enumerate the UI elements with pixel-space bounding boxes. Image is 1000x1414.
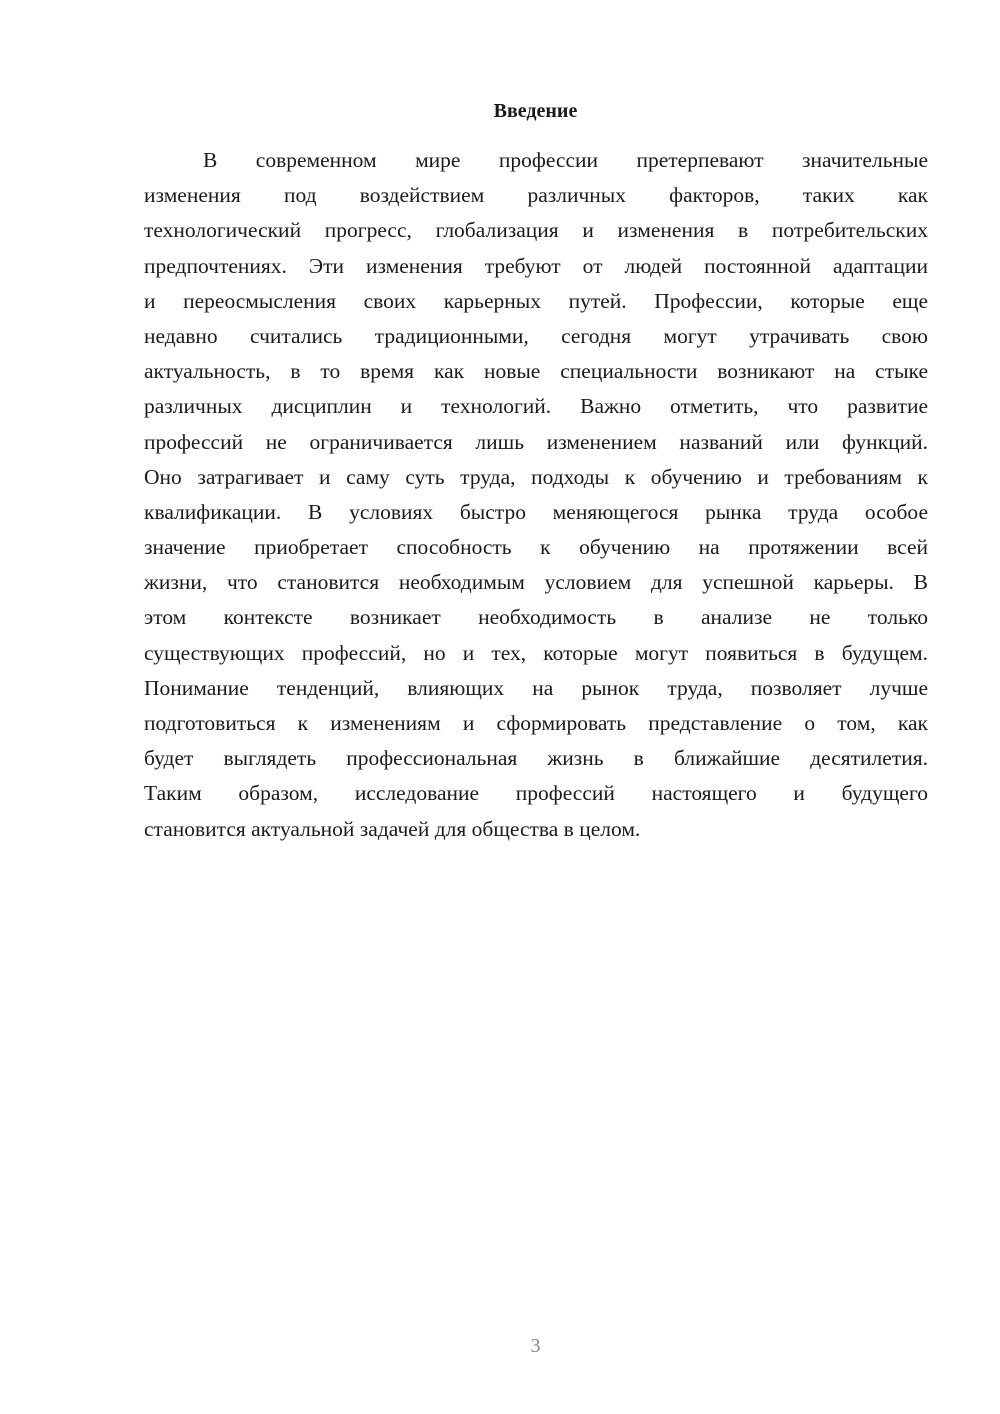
- section-heading: Введение: [493, 100, 578, 122]
- paragraph-line: предпочтениях. Эти изменения требуют от людей постоянной адаптации: [144, 253, 928, 278]
- paragraph-line: актуальность, в то время как новые специальности возникают на стыке: [144, 359, 928, 384]
- paragraph-line: будет выглядеть профессиональная жизнь в ближайшие десятилетия.: [144, 746, 928, 771]
- paragraph-line: квалификации. В условиях быстро меняющегося рынка труда особое: [144, 499, 928, 524]
- paragraph-line: и переосмысления своих карьерных путей. Профессии, которые еще: [144, 288, 928, 313]
- paragraph-line: профессий не ограничивается лишь изменением названий или функций.: [144, 429, 928, 454]
- paragraph-line: значение приобретает способность к обучению на протяжении всей: [144, 535, 928, 560]
- paragraph-line: Оно затрагивает и саму суть труда, подходы к обучению и требованиям к: [144, 464, 928, 489]
- body-paragraph: [144, 143, 928, 847]
- paragraph-line: изменения под воздействием различных факторов, таких как: [144, 183, 928, 208]
- paragraph-line: подготовиться к изменениям и сформировать представление о том, как: [144, 711, 928, 735]
- paragraph-line: различных дисциплин и технологий. Важно отметить, что развитие: [144, 394, 928, 419]
- paragraph-line: жизни, что становится необходимым условием для успешной карьеры. В: [144, 570, 928, 595]
- paragraph-line: становится актуальной задачей для общества в целом.: [144, 816, 641, 841]
- paragraph-line: существующих профессий, но и тех, которые могут появиться в будущем.: [144, 640, 928, 665]
- paragraph-line: недавно считались традиционными, сегодня могут утрачивать свою: [144, 323, 928, 348]
- paragraph-line: В современном мире профессии претерпевают значительные: [203, 148, 928, 172]
- page-number: 3: [530, 1335, 541, 1357]
- paragraph-line: Понимание тенденций, влияющих на рынок труда, позволяет лучше: [144, 675, 928, 700]
- paragraph-line: технологический прогресс, глобализация и изменения в потребительских: [144, 218, 928, 243]
- paragraph-line: Таким образом, исследование профессий настоящего и будущего: [144, 781, 928, 806]
- paragraph-line: этом контексте возникает необходимость в анализе не только: [144, 605, 928, 630]
